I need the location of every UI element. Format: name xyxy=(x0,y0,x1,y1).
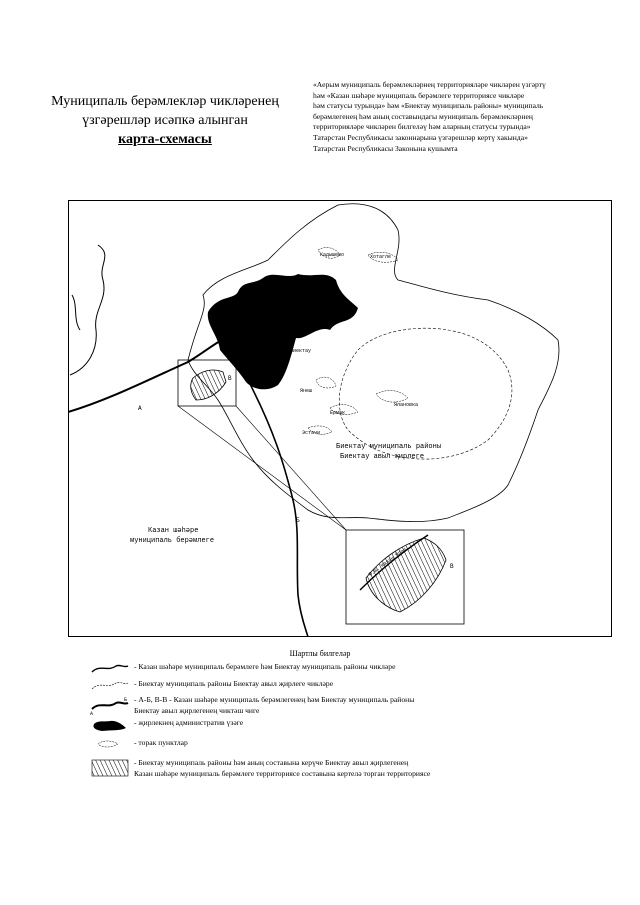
kazan-label-2: муниципаль берәмлеге xyxy=(130,537,215,545)
inset-connector xyxy=(236,406,346,530)
place-label: Биектау xyxy=(290,348,312,354)
map-frame xyxy=(68,200,612,637)
legend-text: - Биектау муниципаль районы һәм аның составына керүче Биектау авыл җирлегенең xyxy=(134,758,409,767)
legend-item-settlements xyxy=(90,738,610,750)
place-label: Хотагле xyxy=(370,254,392,260)
legend-text: Биектау авыл җирлегенең чиктәш чиге xyxy=(134,706,260,715)
settlement-shape[interactable] xyxy=(376,391,408,403)
kazan-label-1: Казан шәһәре xyxy=(148,527,199,535)
svg-text:Б: Б xyxy=(124,697,128,703)
note-line: «Аерым муниципаль берәмлекләрнең территорияләре чикләрен үзгәртү xyxy=(313,80,546,89)
district-label-2: Биектау авыл җирлеге xyxy=(340,453,425,461)
legend-item-admin-center xyxy=(90,718,610,732)
legend-item-boundary xyxy=(90,662,610,674)
shared-border-icon xyxy=(90,695,130,715)
note-line: территорияләре чикләрен билгеләү һәм аларның статусы турында» xyxy=(313,122,531,132)
hatched-area-icon xyxy=(90,758,130,778)
district-label-1: Биектау муниципаль районы xyxy=(336,443,442,451)
legend-item-transferred-area xyxy=(90,758,610,782)
legend-text: - җирлекнең административ үзәге xyxy=(134,718,244,727)
legend-text: - Казан шәһәре муниципаль берәмлеге һәм Биектау муниципаль районы чикләре xyxy=(134,662,396,671)
thick-boundary-icon xyxy=(90,662,130,674)
map-title xyxy=(40,92,290,149)
appendix-note xyxy=(313,80,603,154)
legend-title: Шартлы билгеләр xyxy=(289,649,351,658)
place-label: Ялановка xyxy=(394,402,419,408)
place-label: Кадышево xyxy=(320,252,345,258)
place-label: Эстачи xyxy=(302,430,321,436)
admin-center-icon xyxy=(90,718,130,732)
marker-v-large: В xyxy=(450,563,454,570)
note-line: һәм «Казан шәһәре муниципаль берәмлеге территориясе чикләре xyxy=(313,90,525,100)
marker-a: А xyxy=(138,405,142,412)
legend-text: - А-Б, В-В - Казан шәһәре муниципаль берәмлегенең һәм Биектау муниципаль районы xyxy=(134,695,415,704)
note-line: Татарстан Республикасы законнарына үзгәрешләр кертү хакында» xyxy=(313,132,528,142)
settlement-shape[interactable] xyxy=(316,377,336,388)
legend-item-shared-border xyxy=(90,695,610,717)
note-line: Татарстан Республикасы Законына кушымта xyxy=(313,143,458,153)
legend-text: - Биектау муниципаль районы Биектау авыл җирлеге чикләре xyxy=(134,679,334,688)
title-line-1: Муниципаль берәмлекләр чикләренең xyxy=(51,94,279,109)
inset-boundary-label: Ю.Ш. Казан Ялан xyxy=(367,546,408,578)
title-line-2: үзгәрешләр исәпкә алынган xyxy=(82,113,248,128)
legend-text: Казан шәһәре муниципаль берәмлеге территориясе составына кертелә торган территориясе xyxy=(134,769,431,778)
marker-b: Б xyxy=(296,517,300,524)
note-line: һәм статусы турында» һәм «Биектау муниципаль районы» муниципаль xyxy=(313,101,544,111)
place-label: Янеш xyxy=(300,388,313,394)
thin-boundary-icon xyxy=(90,679,130,691)
title-line-3: карта-схемасы xyxy=(118,132,212,147)
place-label: Ермак xyxy=(330,410,346,416)
inset-connector xyxy=(178,406,346,530)
settlement-icon xyxy=(90,738,130,750)
marker-v: В xyxy=(228,375,232,382)
svg-text:А: А xyxy=(90,711,94,715)
legend-text: - торак пунктлар xyxy=(134,738,188,747)
note-line: берәмлегенең һәм аның составындагы муниципаль берәмлекләрнең xyxy=(313,111,533,121)
legend-item-settlement-boundary xyxy=(90,679,610,691)
settlement-boundary xyxy=(339,328,512,459)
admin-center-area[interactable] xyxy=(208,274,358,389)
river-line xyxy=(70,245,105,375)
